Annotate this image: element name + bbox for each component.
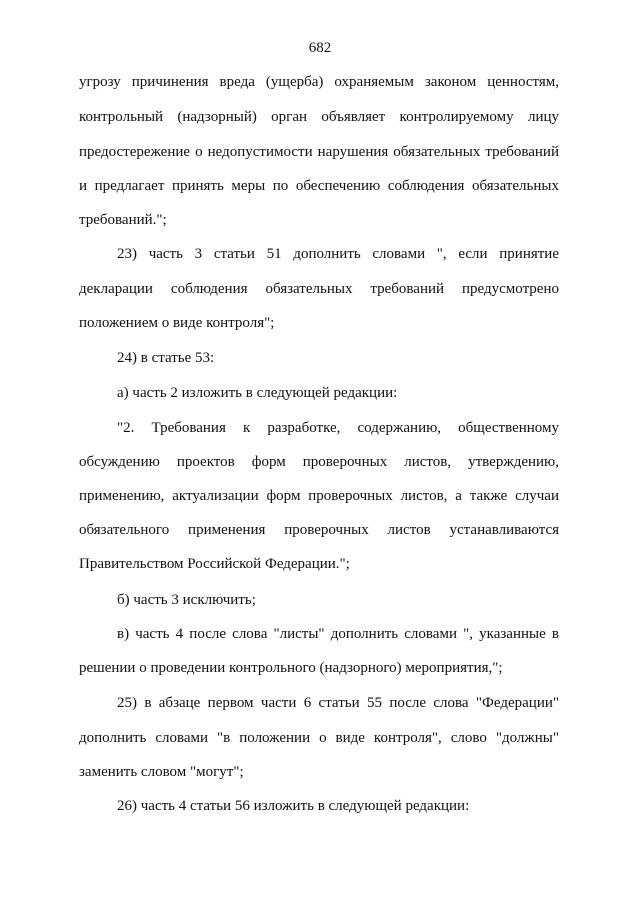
text-line: положением о виде контроля";: [79, 315, 275, 331]
text-line: требований.";: [79, 212, 167, 228]
text-line: контрольный (надзорный) орган объявляет контролируемому лицу: [79, 109, 559, 125]
text-line: декларации соблюдения обязательных требований предусмотрено: [79, 281, 559, 297]
text-line: предостережение о недопустимости нарушения обязательных требований: [79, 144, 559, 160]
text-line: заменить словом "могут";: [79, 764, 244, 780]
paragraph-line-a: а) часть 2 изложить в следующей редакции:: [117, 385, 398, 401]
text-line: применению, актуализации форм проверочных листов, а также случаи: [79, 488, 559, 504]
paragraph-line-24: 24) в статье 53:: [117, 350, 215, 366]
paragraph-line-23: 23) часть 3 статьи 51 дополнить словами ", если принятие: [117, 246, 559, 262]
text-line: и предлагает принять меры по обеспечению соблюдения обязательных: [79, 178, 559, 194]
page-number: 682: [308, 40, 332, 56]
text-line: угрозу причинения вреда (ущерба) охраняемым законом ценностям,: [79, 74, 559, 90]
paragraph-line-v: в) часть 4 после слова "листы" дополнить словами ", указанные в: [117, 626, 559, 642]
text-line: Правительством Российской Федерации.";: [79, 556, 350, 572]
quote-line: "2. Требования к разработке, содержанию, общественному: [117, 420, 559, 436]
paragraph-line-26: 26) часть 4 статьи 56 изложить в следующей редакции:: [117, 798, 470, 814]
text-line: обсуждению проектов форм проверочных листов, утверждению,: [79, 454, 559, 470]
text-line: обязательного применения проверочных листов устанавливаются: [79, 522, 559, 538]
text-line: решении о проведении контрольного (надзорного) мероприятия,";: [79, 660, 503, 676]
paragraph-line-b: б) часть 3 исключить;: [117, 592, 256, 608]
text-line: дополнить словами "в положении о виде контроля", слово "должны": [79, 730, 559, 746]
paragraph-line-25: 25) в абзаце первом части 6 статьи 55 после слова "Федерации": [117, 695, 559, 711]
